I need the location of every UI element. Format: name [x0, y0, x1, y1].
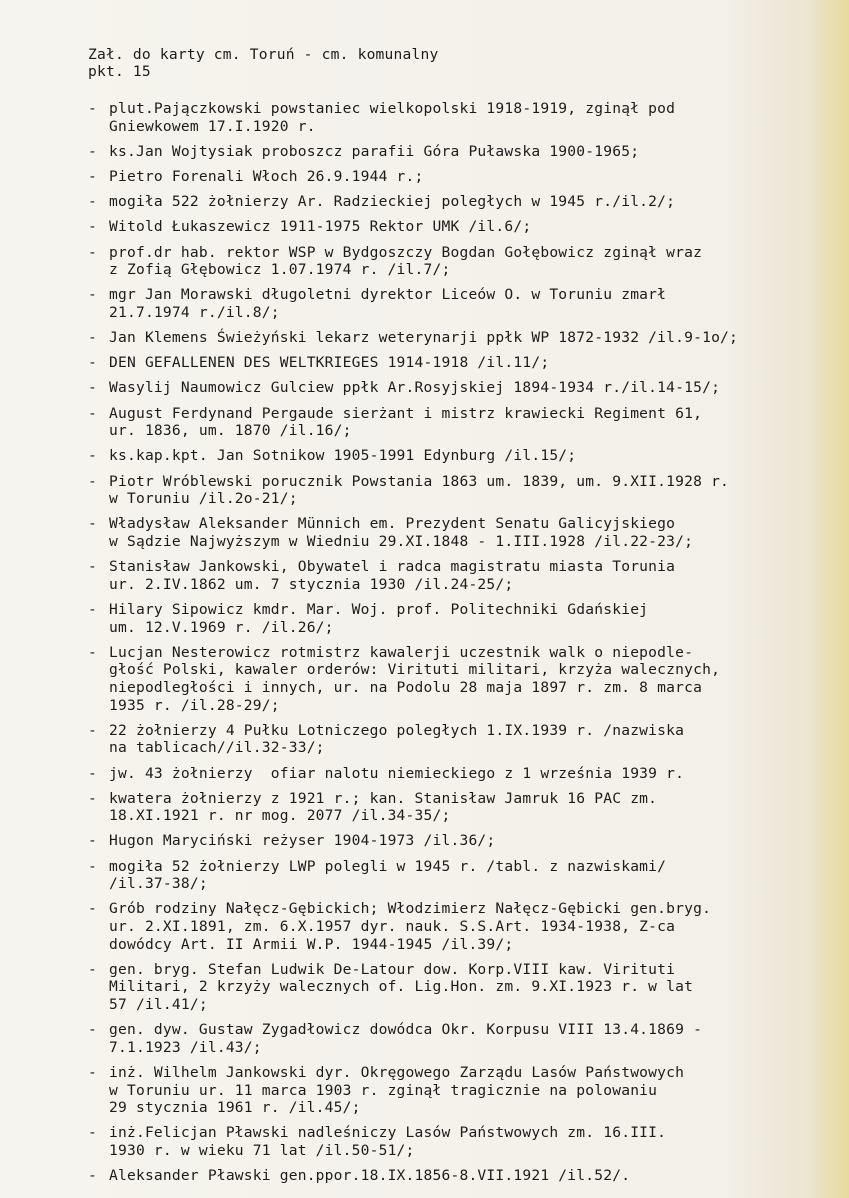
list-dash: -	[88, 789, 97, 807]
list-dash: -	[88, 643, 97, 661]
entry-line: um. 12.V.1969 r. /il.26/;	[109, 618, 334, 636]
entry-line: 1930 r. w wieku 71 lat /il.50-51/;	[109, 1141, 415, 1159]
list-item	[88, 379, 828, 397]
entry-line: gen. dyw. Gustaw Zygadłowicz dowódca Okr. Korpusu VIII 13.4.1869 -	[109, 1021, 703, 1039]
entry-line: /il.37-38/;	[109, 875, 208, 893]
list-dash: -	[88, 558, 97, 576]
entry-line: 29 stycznia 1961 r. /il.45/;	[109, 1099, 361, 1117]
entry-line: ur. 2.IV.1862 um. 7 stycznia 1930 /il.24-25/;	[109, 575, 514, 593]
list-item	[88, 1064, 828, 1117]
list-dash: -	[88, 404, 97, 422]
entry-line: 1935 r. /il.28-29/;	[109, 696, 280, 714]
entry-line: DEN GEFALLENEN DES WELTKRIEGES 1914-1918 /il.11/;	[109, 354, 550, 372]
entry-line: mogiła 52 żołnierzy LWP polegli w 1945 r. /tabl. z nazwiskami/	[109, 857, 667, 875]
typed-text-block	[88, 46, 828, 1192]
list-dash: -	[88, 100, 97, 117]
list-dash: -	[88, 600, 97, 618]
list-dash: -	[88, 379, 97, 397]
header-line-title: Zał. do karty cm. Toruń - cm. komunalny	[88, 46, 439, 63]
entry-line: 7.1.1923 /il.43/;	[109, 1038, 262, 1056]
entry-line: 21.7.1974 r./il.8/;	[109, 303, 280, 321]
entry-line: 57 /il.41/;	[109, 996, 208, 1013]
header-line-point: pkt. 15	[88, 63, 151, 80]
list-item	[88, 244, 828, 279]
list-dash: -	[88, 243, 97, 261]
entry-line: na tablicach//il.32-33/;	[109, 739, 325, 757]
entry-line: ks.kap.kpt. Jan Sotnikow 1905-1991 Edynburg /il.15/;	[109, 447, 577, 465]
list-item	[88, 1167, 828, 1185]
list-dash: -	[88, 167, 97, 185]
entry-line: kwatera żołnierzy z 1921 r.; kan. Stanisław Jamruk 16 PAC zm.	[109, 789, 658, 807]
entry-line: Lucjan Nesterowicz rotmistrz kawalerji uczestnik walk o niepodle-	[109, 643, 694, 661]
list-item	[88, 218, 828, 236]
list-dash: -	[88, 447, 97, 465]
list-dash: -	[88, 1124, 97, 1142]
list-item	[88, 1021, 828, 1056]
list-item	[88, 1124, 828, 1159]
list-dash: -	[88, 764, 97, 782]
list-item	[88, 558, 828, 593]
list-item	[88, 143, 828, 161]
list-item	[88, 722, 828, 757]
bleed-through-text	[115, 6, 535, 36]
entry-line: ks.Jan Wojtysiak proboszcz parafii Góra Puławska 1900-1965;	[109, 142, 640, 160]
list-dash: -	[88, 193, 97, 211]
entry-line: Gniewkowem 17.I.1920 r.	[109, 117, 316, 135]
list-dash: -	[88, 1167, 97, 1185]
list-dash: -	[88, 472, 97, 490]
entry-line: głość Polski, kawaler orderów: Virituti militari, krzyża walecznych,	[109, 661, 721, 679]
list-item	[88, 832, 828, 850]
entry-line: inż. Wilhelm Jankowski dyr. Okręgowego Zarządu Lasów Państwowych	[109, 1063, 685, 1081]
entry-list	[88, 100, 828, 1185]
entry-line: 22 żołnierzy 4 Pułku Lotniczego poległych 1.IX.1939 r. /nazwiska	[109, 721, 685, 739]
entry-line: Pietro Forenali Włoch 26.9.1944 r.;	[109, 167, 424, 185]
entry-line: mgr Jan Morawski długoletni dyrektor Liceów O. w Toruniu zmarł	[109, 286, 667, 304]
entry-line: Wasylij Naumowicz Gulciew ppłk Ar.Rosyjskiej 1894-1934 r./il.14-15/;	[109, 379, 721, 397]
list-dash: -	[88, 218, 97, 236]
entry-line: Militari, 2 krzyży walecznych of. Lig.Hon. zm. 9.XI.1923 r. w lat	[109, 978, 694, 996]
list-item	[88, 286, 828, 321]
list-item	[88, 900, 828, 953]
list-dash: -	[88, 329, 97, 347]
list-dash: -	[88, 857, 97, 875]
entry-line: mogiła 522 żołnierzy Ar. Radzieckiej poległych w 1945 r./il.2/;	[109, 193, 676, 211]
entry-line: niepodległości i innych, ur. na Podolu 28 maja 1897 r. zm. 8 marca	[109, 678, 703, 696]
entry-line: Aleksander Pławski gen.ppor.18.IX.1856-8.VII.1921 /il.52/.	[109, 1167, 631, 1185]
list-item	[88, 447, 828, 465]
entry-line: Władysław Aleksander Münnich em. Prezydent Senatu Galicyjskiego	[109, 515, 676, 533]
entry-line: ur. 2.XI.1891, zm. 6.X.1957 dyr. nauk. S.S.Art. 1934-1938, Z-ca	[109, 918, 676, 936]
list-dash: -	[88, 832, 97, 850]
list-item	[88, 961, 828, 1014]
list-dash: -	[88, 354, 97, 372]
entry-line: Hugon Maryciński reżyser 1904-1973 /il.36/;	[109, 832, 496, 850]
list-item	[88, 100, 828, 135]
list-dash: -	[88, 1021, 97, 1039]
list-dash: -	[88, 142, 97, 160]
entry-line: plut.Pajączkowski powstaniec wielkopolski 1918-1919, zginął pod	[109, 100, 676, 117]
list-item	[88, 405, 828, 440]
list-dash: -	[88, 721, 97, 739]
list-item	[88, 354, 828, 372]
list-dash: -	[88, 960, 97, 978]
entry-line: Grób rodziny Nałęcz-Gębickich; Włodzimierz Nałęcz-Gębicki gen.bryg.	[109, 900, 712, 918]
list-dash: -	[88, 1063, 97, 1081]
entry-line: Stanisław Jankowski, Obywatel i radca magistratu miasta Torunia	[109, 558, 676, 576]
entry-line: August Ferdynand Pergaude sierżant i mistrz krawiecki Regiment 61,	[109, 404, 703, 422]
list-item	[88, 515, 828, 550]
list-dash: -	[88, 900, 97, 918]
entry-line: gen. bryg. Stefan Ludwik De-Latour dow. Korp.VIII kaw. Virituti	[109, 960, 676, 978]
list-dash: -	[88, 286, 97, 304]
entry-line: ur. 1836, um. 1870 /il.16/;	[109, 422, 352, 440]
entry-line: inż.Felicjan Pławski nadleśniczy Lasów Państwowych zm. 16.III.	[109, 1124, 667, 1142]
list-item	[88, 644, 828, 714]
list-item	[88, 329, 828, 347]
list-item	[88, 765, 828, 783]
document-header	[88, 46, 828, 80]
entry-line: Piotr Wróblewski porucznik Powstania 1863 um. 1839, um. 9.XII.1928 r.	[109, 472, 730, 490]
list-item	[88, 193, 828, 211]
entry-line: Jan Klemens Świeżyński lekarz weterynarji ppłk WP 1872-1932 /il.9-1o/;	[109, 329, 739, 347]
entry-line: jw. 43 żołnierzy ofiar nalotu niemieckiego z 1 września 1939 r.	[109, 764, 685, 782]
entry-line: dowódcy Art. II Armii W.P. 1944-1945 /il.39/;	[109, 935, 514, 953]
list-item	[88, 858, 828, 893]
list-item	[88, 168, 828, 186]
entry-line: Witold Łukaszewicz 1911-1975 Rektor UMK /il.6/;	[109, 218, 532, 236]
entry-line: prof.dr hab. rektor WSP w Bydgoszczy Bogdan Gołębowicz zginął wraz	[109, 243, 703, 261]
entry-line: w Sądzie Najwyższym w Wiedniu 29.XI.1848 - 1.III.1928 /il.22-23/;	[109, 533, 694, 550]
entry-line: w Toruniu /il.2o-21/;	[109, 490, 298, 508]
entry-line: w Toruniu ur. 11 marca 1903 r. zginął tragicznie na polowaniu	[109, 1081, 658, 1099]
entry-line: Hilary Sipowicz kmdr. Mar. Woj. prof. Politechniki Gdańskiej	[109, 600, 649, 618]
list-dash: -	[88, 515, 97, 533]
entry-line: 18.XI.1921 r. nr mog. 2077 /il.34-35/;	[109, 807, 451, 825]
list-item	[88, 790, 828, 825]
list-item	[88, 473, 828, 508]
entry-line: z Zofią Głębowicz 1.07.1974 r. /il.7/;	[109, 261, 451, 279]
list-item	[88, 601, 828, 636]
